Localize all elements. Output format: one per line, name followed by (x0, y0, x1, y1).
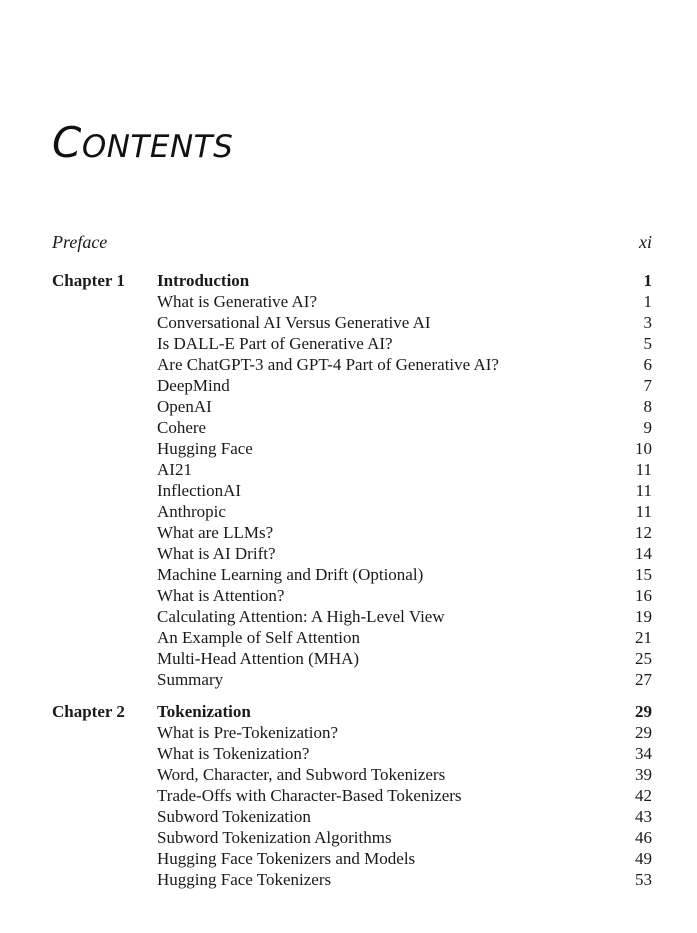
toc-entry[interactable] (52, 827, 652, 848)
chapter-title: Tokenization (157, 702, 251, 721)
chapter-1-section (52, 270, 652, 690)
entry-title: DeepMind (157, 376, 230, 395)
entry-page: 29 (635, 723, 652, 742)
entry-title: What is Pre-Tokenization? (157, 723, 339, 742)
chapter-1-entries (52, 291, 652, 690)
entry-page: 14 (635, 544, 652, 563)
toc-entry[interactable] (52, 501, 652, 522)
toc-entry[interactable] (52, 806, 652, 827)
entry-page: 25 (635, 649, 652, 668)
entry-indent (52, 417, 157, 438)
entry-page: 3 (643, 313, 652, 332)
entry-indent (52, 627, 157, 648)
entry-indent (52, 501, 157, 522)
toc-entry[interactable] (52, 585, 652, 606)
preface-label: Preface (52, 232, 108, 252)
toc-entry[interactable] (52, 848, 652, 869)
preface-page: xi (639, 232, 652, 252)
toc-entry[interactable] (52, 396, 652, 417)
entry-title: Hugging Face Tokenizers and Models (157, 849, 416, 868)
toc-entry[interactable] (52, 459, 652, 480)
title-rest: ONTENTS (81, 129, 234, 165)
entry-indent (52, 585, 157, 606)
entry-indent (52, 743, 157, 764)
entry-title: Multi-Head Attention (MHA) (157, 649, 360, 668)
entry-title: What is Attention? (157, 586, 285, 605)
entry-page: 34 (635, 744, 652, 763)
entry-indent (52, 722, 157, 743)
chapter-2-entries (52, 722, 652, 890)
entry-indent (52, 806, 157, 827)
chapter-heading-row[interactable] (52, 701, 652, 722)
entry-page: 9 (643, 418, 652, 437)
entry-page: 27 (635, 670, 652, 689)
entry-indent (52, 480, 157, 501)
entry-page: 11 (635, 481, 652, 500)
entry-title: Are ChatGPT-3 and GPT-4 Part of Generative AI? (157, 355, 499, 374)
entry-indent (52, 333, 157, 354)
toc-entry[interactable] (52, 669, 652, 690)
chapter-page: 1 (643, 271, 652, 290)
toc-preface-row[interactable] (52, 232, 652, 253)
entry-title: Summary (157, 670, 224, 689)
title-initial: C (52, 118, 82, 167)
chapter-page: 29 (635, 702, 652, 721)
entry-title: What is Tokenization? (157, 744, 310, 763)
entry-title: Subword Tokenization (157, 807, 311, 826)
entry-title: An Example of Self Attention (157, 628, 361, 647)
entry-indent (52, 606, 157, 627)
entry-indent (52, 375, 157, 396)
chapter-label: Chapter 2 (52, 702, 125, 721)
entry-page: 46 (635, 828, 652, 847)
entry-page: 7 (643, 376, 652, 395)
entry-page: 19 (635, 607, 652, 626)
entry-page: 5 (643, 334, 652, 353)
entry-indent (52, 459, 157, 480)
entry-indent (52, 669, 157, 690)
entry-page: 21 (635, 628, 652, 647)
entry-page: 12 (635, 523, 652, 542)
chapter-2-section (52, 701, 652, 890)
entry-indent (52, 354, 157, 375)
entry-page: 1 (643, 292, 652, 311)
toc-entry[interactable] (52, 648, 652, 669)
page-title (52, 118, 234, 167)
entry-indent (52, 869, 157, 890)
entry-title: Subword Tokenization Algorithms (157, 828, 392, 847)
entry-title: What are LLMs? (157, 523, 274, 542)
entry-title: Is DALL-E Part of Generative AI? (157, 334, 393, 353)
entry-title: OpenAI (157, 397, 212, 416)
entry-page: 15 (635, 565, 652, 584)
entry-indent (52, 848, 157, 869)
entry-title: Cohere (157, 418, 207, 437)
chapter-title: Introduction (157, 271, 250, 290)
toc-entry[interactable] (52, 627, 652, 648)
toc-entry[interactable] (52, 869, 652, 890)
entry-indent (52, 785, 157, 806)
toc-entry[interactable] (52, 375, 652, 396)
toc-entry[interactable] (52, 291, 652, 312)
entry-indent (52, 396, 157, 417)
entry-indent (52, 522, 157, 543)
toc-entry[interactable] (52, 354, 652, 375)
toc-entry[interactable] (52, 743, 652, 764)
toc-entry[interactable] (52, 543, 652, 564)
entry-indent (52, 291, 157, 312)
entry-title: Machine Learning and Drift (Optional) (157, 565, 424, 584)
entry-title: Hugging Face Tokenizers (157, 870, 332, 889)
entry-page: 39 (635, 765, 652, 784)
entry-page: 49 (635, 849, 652, 868)
entry-title: AI21 (157, 460, 192, 479)
entry-title: Calculating Attention: A High-Level View (157, 607, 445, 626)
entry-indent (52, 648, 157, 669)
toc-entry[interactable] (52, 722, 652, 743)
toc-entry[interactable] (52, 333, 652, 354)
entry-indent (52, 543, 157, 564)
entry-title: Word, Character, and Subword Tokenizers (157, 765, 446, 784)
entry-title: Anthropic (157, 502, 226, 521)
entry-title: Hugging Face (157, 439, 253, 458)
entry-page: 6 (643, 355, 652, 374)
toc-entry[interactable] (52, 564, 652, 585)
entry-title: Trade-Offs with Character-Based Tokenizers (157, 786, 462, 805)
entry-indent (52, 764, 157, 785)
toc-entry[interactable] (52, 417, 652, 438)
toc-entry[interactable] (52, 438, 652, 459)
entry-indent (52, 312, 157, 333)
entry-title: What is AI Drift? (157, 544, 276, 563)
entry-page: 8 (643, 397, 652, 416)
entry-page: 11 (635, 502, 652, 521)
toc-entry[interactable] (52, 480, 652, 501)
entry-page: 42 (635, 786, 652, 805)
entry-indent (52, 564, 157, 585)
entry-page: 53 (635, 870, 652, 889)
entry-title: Conversational AI Versus Generative AI (157, 313, 431, 332)
entry-title: InflectionAI (157, 481, 242, 500)
toc-entry[interactable] (52, 522, 652, 543)
entry-indent (52, 438, 157, 459)
entry-page: 16 (635, 586, 652, 605)
entry-page: 43 (635, 807, 652, 826)
entry-indent (52, 827, 157, 848)
entry-title: What is Generative AI? (157, 292, 318, 311)
toc-entry[interactable] (52, 606, 652, 627)
toc-entry[interactable] (52, 312, 652, 333)
entry-page: 11 (635, 460, 652, 479)
entry-page: 10 (635, 439, 652, 458)
chapter-label: Chapter 1 (52, 271, 125, 290)
toc-entry[interactable] (52, 785, 652, 806)
toc-entry[interactable] (52, 764, 652, 785)
chapter-heading-row[interactable] (52, 270, 652, 291)
